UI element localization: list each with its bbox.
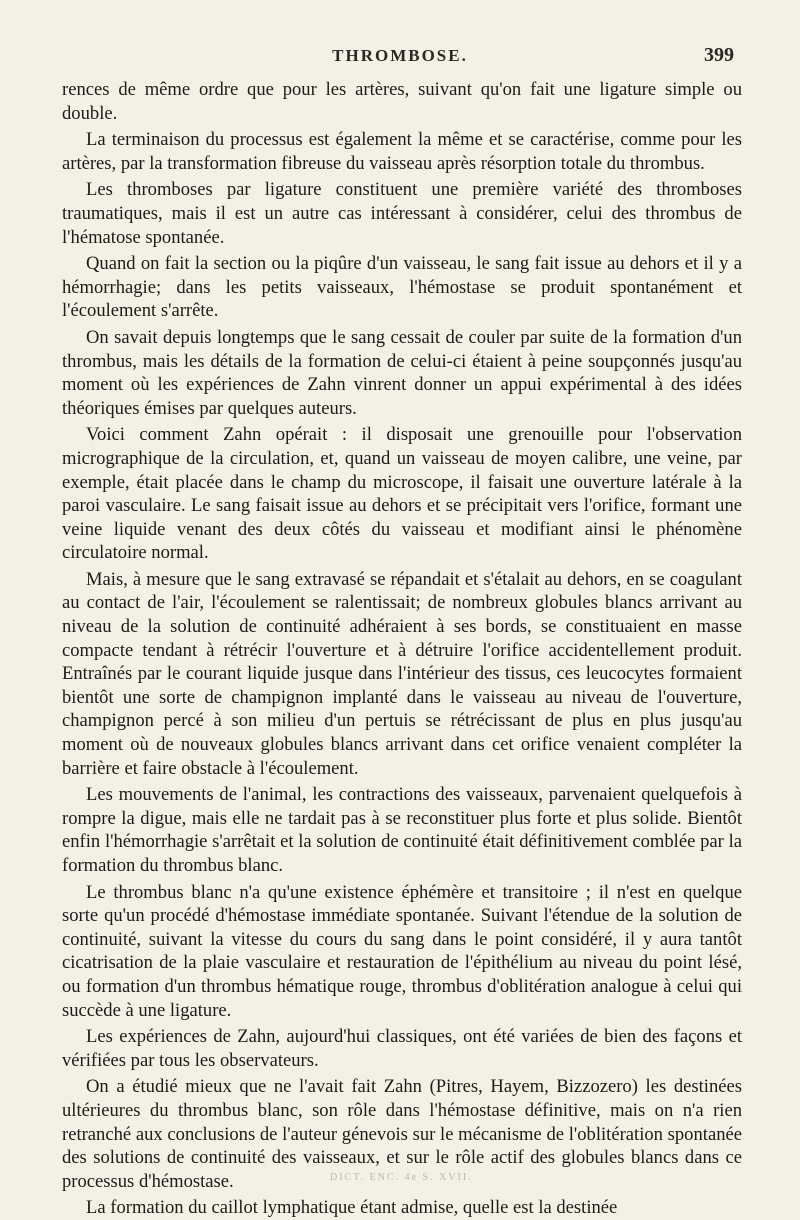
paragraph: Les mouvements de l'animal, les contractions des vaisseaux, parvenaient quelquefois à rompre la digue, mais elle ne tardait pas à se reconstituer plus forte et plus solide. Bientôt enfin l'hémorrhagie s'arrêtait et la solution de continuité était définitivement comblée par la formation du thrombus blanc. (62, 784, 742, 876)
paragraph: La formation du caillot lymphatique étant admise, quelle est la destinée (86, 1197, 618, 1219)
paragraph: Mais, à mesure que le sang extravasé se répandait et s'étalait au dehors, en se coagulant au contact de l'air, l'écoulement se ralentissait; de nombreux globules blancs arrivant au niveau de la solution de continuité adhéraient à ses bords, se constituaient en masse compacte tendant à rétrécir l'ouverture et à détruire l'orifice accidentellement produit. Entraînés par le courant liquide jusque dans l'intérieur des tissus, ces leucocytes formaient bientôt une sorte de champignon implanté dans le vaisseau au niveau de l'ouverture, champignon percé à son milieu d'un pertuis se rétrécissant de plus en plus jusqu'au moment où de nouveaux globules blancs arrivant dans cet orifice venaient compléter la barrière et faire obstacle à l'écoulement. (62, 568, 742, 779)
page-number: 399 (704, 44, 734, 66)
paragraph: Voici comment Zahn opérait : il disposait une grenouille pour l'observation micrographique de la circulation, et, quand un vaisseau de moyen calibre, une veine, par exemple, était placée dans le champ du microscope, il faisait une ouverture latérale à la paroi vasculaire. Le sang faisait issue au dehors et se précipitait vers l'orifice, formant une veine liquide venant des deux côtés du vaisseau et modifiant ainsi le phénomène circulatoire normal. (62, 424, 742, 564)
paragraph: Les thromboses par ligature constituent une première variété des thromboses traumatiques, mais il est un autre cas intéressant à considérer, celui des thrombus de l'hématose spontanée. (62, 179, 742, 248)
paragraph: Le thrombus blanc n'a qu'une existence éphémère et transitoire ; il n'est en quelque sorte qu'un procédé d'hémostase immédiate spontanée. Suivant l'étendue de la solution de continuité, suivant la vitesse du cours du sang dans le point considéré, il y aura tantôt cicatrisation de la plaie vasculaire et restauration de l'épithélium au niveau du point lésé, ou formation d'un thrombus hématique rouge, thrombus d'oblitération analogue à celui qui succède à une ligature. (62, 881, 742, 1021)
paragraph: La terminaison du processus est également la même et se caractérise, comme pour les artères, par la transformation fibreuse du vaisseau après résorption totale du thrombus. (62, 129, 742, 174)
body-text (62, 78, 742, 1220)
paragraph: Les expériences de Zahn, aujourd'hui classiques, ont été variées de bien des façons et vérifiées par tous les observateurs. (62, 1026, 742, 1071)
page-header (60, 44, 740, 72)
paragraph: rences de même ordre que pour les artères, suivant qu'on fait une ligature simple ou double. (62, 79, 742, 124)
paragraph: Quand on fait la section ou la piqûre d'un vaisseau, le sang fait issue au dehors et il y a hémorrhagie; dans les petits vaisseaux, l'hémostase se produit spontanément et l'écoulement s'arrête. (62, 253, 742, 322)
running-head: THROMBOSE. (332, 46, 468, 65)
signature-mark: DICT. ENC. 4e S. XVII. (330, 1172, 473, 1183)
paragraph: On a étudié mieux que ne l'avait fait Zahn (Pitres, Hayem, Bizzozero) les destinées ultérieures du thrombus blanc, son rôle dans l'hémostase définitive, mais on n'a rien retranché aux conclusions de l'auteur génevois sur le mécanisme de l'oblitération spontanée des solutions de continuité des vaisseaux, et sur le rôle actif des globules blancs dans ce processus d'hémostase. (62, 1076, 742, 1192)
paragraph: On savait depuis longtemps que le sang cessait de couler par suite de la formation d'un thrombus, mais les détails de la formation de celui-ci étaient à peine soupçonnés jusqu'au moment où les expériences de Zahn vinrent donner un appui expérimental à des idées théoriques émises par quelques auteurs. (62, 326, 742, 419)
